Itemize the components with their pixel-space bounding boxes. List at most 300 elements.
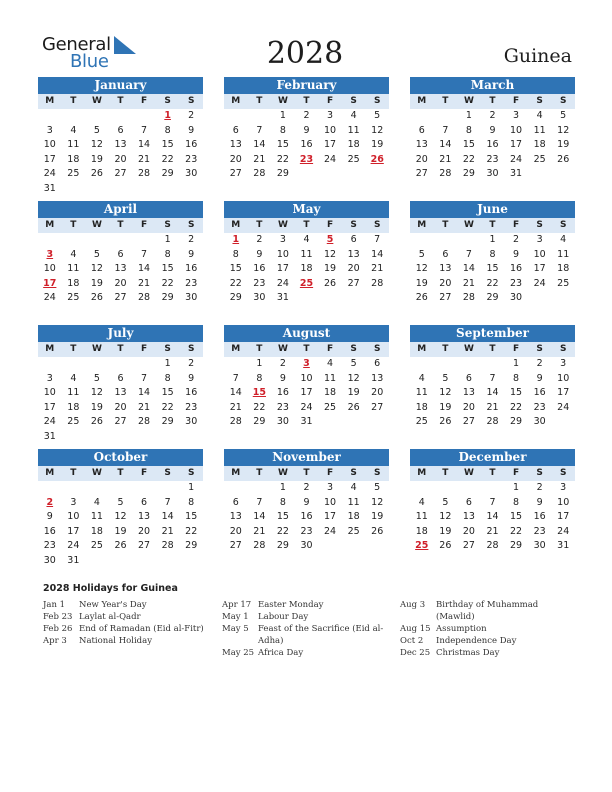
holiday-name: Easter Monday [258, 600, 324, 610]
day-cell: 12 [557, 124, 570, 136]
day-cell: 30 [43, 554, 56, 566]
day-cell: 4 [70, 248, 77, 260]
day-cell: 22 [462, 153, 475, 165]
weekday-label: S [559, 344, 567, 354]
day-cell: 9 [303, 496, 310, 508]
day-cell: 13 [229, 139, 242, 151]
empty-cell [62, 481, 86, 496]
empty-cell [62, 357, 86, 372]
day-cell: 26 [347, 401, 360, 413]
day-cell: 28 [253, 168, 266, 180]
day-grid [38, 233, 203, 306]
day-cell: 1 [188, 482, 195, 493]
weekday-label: M [231, 96, 241, 106]
weekday-label: W [91, 220, 102, 230]
day-cell: 11 [90, 511, 103, 523]
weekday-label: T [70, 96, 77, 106]
day-cell: 28 [439, 168, 452, 180]
day-cell: 8 [164, 124, 171, 136]
holiday-item [222, 611, 392, 623]
day-cell: 21 [371, 263, 384, 275]
day-cell: 2 [489, 110, 496, 121]
empty-cell [481, 481, 505, 496]
day-cell: 10 [324, 124, 337, 136]
day-cell: 9 [46, 511, 53, 523]
holiday-day-cell: 3 [46, 248, 54, 260]
day-cell: 19 [114, 525, 127, 537]
day-cell: 4 [350, 482, 357, 493]
day-cell: 27 [138, 540, 151, 552]
holiday-date: May 25 [222, 648, 255, 658]
holiday-day-cell: 2 [46, 496, 54, 508]
day-cell: 31 [67, 554, 80, 566]
empty-cell [85, 481, 109, 496]
month-title: December [410, 449, 575, 466]
weekday-label: W [277, 344, 288, 354]
weekday-label: S [187, 220, 195, 230]
day-cell: 26 [90, 168, 103, 180]
day-cell: 8 [465, 124, 472, 136]
day-cell: 19 [439, 401, 452, 413]
day-cell: 14 [371, 248, 384, 260]
day-grid [38, 357, 203, 445]
day-cell: 25 [90, 540, 103, 552]
weekday-label: S [164, 96, 171, 106]
empty-cell [224, 481, 248, 496]
weekday-label: T [70, 468, 77, 478]
weekday-label: M [45, 220, 55, 230]
weekday-label: F [140, 344, 148, 354]
day-cell: 1 [465, 110, 472, 121]
day-cell: 30 [185, 168, 198, 180]
day-cell: 20 [462, 401, 475, 413]
day-cell: 19 [324, 263, 337, 275]
empty-cell [410, 481, 434, 496]
day-cell: 19 [90, 401, 103, 413]
day-cell: 4 [70, 372, 77, 384]
day-cell: 5 [350, 358, 357, 369]
day-cell: 2 [303, 482, 310, 493]
day-cell: 20 [229, 525, 242, 537]
day-cell: 26 [415, 292, 428, 304]
day-cell: 3 [327, 110, 334, 121]
day-cell: 24 [557, 401, 570, 413]
day-cell: 9 [536, 372, 543, 384]
day-cell: 1 [513, 358, 520, 369]
weekday-label: T [442, 344, 449, 354]
month-title: July [38, 325, 203, 342]
empty-cell [85, 109, 109, 124]
holiday-day-cell: 1 [164, 110, 171, 121]
holidays-title: 2028 Holidays for Guinea [43, 583, 178, 594]
day-cell: 13 [415, 139, 428, 151]
day-cell: 7 [141, 248, 148, 260]
day-cell: 27 [229, 168, 242, 180]
day-cell: 15 [486, 263, 499, 275]
empty-cell [132, 481, 156, 496]
weekday-label: S [350, 96, 357, 106]
day-cell: 17 [43, 153, 56, 165]
empty-cell [38, 481, 62, 496]
holiday-day-cell: 5 [326, 234, 334, 245]
day-cell: 18 [90, 525, 103, 537]
weekday-label: S [373, 344, 381, 354]
weekday-label: F [326, 220, 334, 230]
day-cell: 27 [371, 401, 384, 413]
day-cell: 23 [276, 401, 289, 413]
day-cell: 1 [256, 358, 263, 369]
logo-text-general: General [42, 34, 111, 55]
weekday-label: W [463, 344, 474, 354]
day-cell: 20 [371, 387, 384, 399]
day-cell: 23 [185, 153, 198, 165]
month-title: March [410, 77, 575, 94]
day-cell: 13 [371, 372, 384, 384]
day-cell: 11 [67, 139, 80, 151]
holiday-item [400, 647, 575, 659]
empty-cell [410, 109, 434, 124]
day-cell: 9 [303, 124, 310, 136]
holiday-day-cell: 17 [43, 277, 57, 289]
weekday-label: T [117, 220, 124, 230]
empty-cell [434, 481, 458, 496]
weekday-label: S [187, 96, 195, 106]
day-grid [224, 481, 389, 554]
day-cell: 30 [300, 540, 313, 552]
day-cell: 24 [557, 525, 570, 537]
day-cell: 20 [138, 525, 151, 537]
day-cell: 17 [533, 263, 546, 275]
day-grid [410, 481, 575, 554]
calendar-year: 2028 [266, 36, 344, 71]
day-cell: 19 [557, 139, 570, 151]
weekday-label: F [326, 344, 334, 354]
weekday-label: F [140, 96, 148, 106]
holiday-day-cell: 3 [303, 358, 310, 369]
weekday-label: F [326, 96, 334, 106]
weekday-label: T [70, 344, 77, 354]
holiday-day-cell: 23 [299, 153, 314, 165]
day-cell: 23 [300, 525, 313, 537]
day-cell: 21 [486, 401, 499, 413]
empty-cell [434, 233, 458, 248]
day-cell: 16 [185, 139, 198, 151]
day-cell: 9 [256, 248, 263, 260]
day-cell: 8 [188, 496, 195, 508]
day-cell: 6 [117, 248, 124, 260]
weekday-label: M [417, 96, 427, 106]
day-cell: 10 [276, 248, 289, 260]
day-cell: 16 [43, 525, 56, 537]
day-cell: 25 [557, 277, 570, 289]
day-cell: 8 [279, 124, 286, 136]
day-cell: 14 [138, 139, 151, 151]
day-cell: 2 [513, 234, 520, 245]
day-cell: 27 [114, 416, 127, 428]
day-cell: 7 [256, 496, 263, 508]
weekday-label: T [256, 96, 263, 106]
day-cell: 10 [533, 248, 546, 260]
day-cell: 8 [513, 372, 520, 384]
day-cell: 17 [300, 387, 313, 399]
weekday-label: M [231, 468, 241, 478]
day-cell: 17 [557, 511, 570, 523]
day-cell: 6 [374, 358, 381, 369]
day-cell: 13 [439, 263, 452, 275]
day-cell: 25 [324, 401, 337, 413]
day-cell: 23 [43, 540, 56, 552]
day-cell: 24 [300, 401, 313, 413]
day-cell: 14 [462, 263, 475, 275]
day-cell: 29 [486, 292, 499, 304]
weekday-label: F [512, 344, 520, 354]
empty-cell [38, 109, 62, 124]
day-cell: 20 [114, 277, 127, 289]
day-cell: 25 [415, 416, 428, 428]
empty-cell [85, 357, 109, 372]
day-cell: 20 [415, 153, 428, 165]
holiday-date: Apr 3 [43, 636, 67, 646]
holiday-date: Aug 15 [400, 624, 431, 634]
weekday-label: W [277, 220, 288, 230]
day-cell: 6 [350, 234, 357, 245]
day-cell: 5 [117, 496, 124, 508]
day-cell: 9 [513, 248, 520, 260]
day-cell: 14 [486, 511, 499, 523]
day-cell: 26 [324, 277, 337, 289]
weekday-label: T [442, 468, 449, 478]
weekday-label: T [489, 468, 496, 478]
day-cell: 6 [117, 124, 124, 136]
day-cell: 17 [510, 139, 523, 151]
day-cell: 29 [161, 168, 174, 180]
holiday-column [43, 599, 213, 647]
day-cell: 6 [232, 124, 239, 136]
holiday-date: Aug 3 [400, 600, 426, 610]
day-cell: 5 [93, 372, 100, 384]
empty-cell [85, 233, 109, 248]
weekday-label: F [140, 468, 148, 478]
day-cell: 20 [229, 153, 242, 165]
day-cell: 11 [300, 248, 313, 260]
day-cell: 16 [486, 139, 499, 151]
day-cell: 3 [327, 482, 334, 493]
day-cell: 14 [161, 511, 174, 523]
month-june [410, 201, 575, 306]
day-cell: 26 [439, 416, 452, 428]
day-cell: 18 [415, 401, 428, 413]
day-cell: 8 [513, 496, 520, 508]
day-cell: 16 [300, 511, 313, 523]
day-cell: 15 [462, 139, 475, 151]
day-cell: 9 [188, 124, 195, 136]
day-cell: 16 [253, 263, 266, 275]
day-cell: 4 [303, 234, 310, 245]
day-cell: 27 [229, 540, 242, 552]
weekday-label: S [536, 220, 543, 230]
day-cell: 18 [347, 139, 360, 151]
day-cell: 11 [67, 263, 80, 275]
day-cell: 19 [371, 511, 384, 523]
day-cell: 23 [533, 525, 546, 537]
day-cell: 22 [276, 525, 289, 537]
day-cell: 6 [418, 124, 425, 136]
day-cell: 7 [141, 372, 148, 384]
holiday-date: Oct 2 [400, 636, 424, 646]
weekday-header [410, 218, 575, 233]
day-cell: 24 [43, 292, 56, 304]
weekday-label: W [91, 96, 102, 106]
day-cell: 29 [253, 416, 266, 428]
day-cell: 7 [489, 496, 496, 508]
holiday-date: Dec 25 [400, 648, 431, 658]
empty-cell [481, 357, 505, 372]
weekday-label: S [164, 468, 171, 478]
day-cell: 2 [188, 358, 195, 369]
day-cell: 21 [138, 401, 151, 413]
day-cell: 28 [486, 540, 499, 552]
holiday-column [400, 599, 575, 659]
day-cell: 29 [185, 540, 198, 552]
day-cell: 22 [229, 277, 242, 289]
month-february [224, 77, 389, 182]
day-cell: 22 [161, 401, 174, 413]
day-cell: 23 [486, 153, 499, 165]
day-cell: 26 [439, 540, 452, 552]
holiday-name: Labour Day [258, 612, 309, 622]
holiday-date: Feb 26 [43, 624, 73, 634]
day-cell: 11 [347, 124, 360, 136]
day-cell: 2 [188, 234, 195, 245]
day-cell: 4 [350, 110, 357, 121]
day-cell: 6 [465, 372, 472, 384]
day-cell: 18 [300, 263, 313, 275]
day-cell: 1 [513, 482, 520, 493]
month-title: February [224, 77, 389, 94]
day-cell: 12 [114, 511, 127, 523]
weekday-label: S [373, 96, 381, 106]
month-november [224, 449, 389, 554]
day-cell: 15 [161, 387, 174, 399]
day-cell: 18 [67, 277, 80, 289]
holiday-item [400, 599, 575, 623]
day-cell: 18 [324, 387, 337, 399]
holiday-day-cell: 1 [232, 234, 240, 245]
holiday-item [222, 599, 392, 611]
month-january [38, 77, 203, 197]
day-cell: 24 [67, 540, 80, 552]
day-cell: 20 [462, 525, 475, 537]
day-cell: 7 [442, 124, 449, 136]
weekday-header [410, 94, 575, 109]
day-cell: 16 [276, 387, 289, 399]
day-cell: 3 [560, 482, 567, 493]
empty-cell [109, 109, 133, 124]
day-grid [224, 109, 389, 182]
day-cell: 22 [161, 153, 174, 165]
day-cell: 10 [43, 263, 56, 275]
day-cell: 18 [415, 525, 428, 537]
holiday-column [222, 599, 392, 659]
day-cell: 23 [533, 401, 546, 413]
day-cell: 13 [229, 511, 242, 523]
weekday-label: T [256, 344, 263, 354]
month-march [410, 77, 575, 182]
day-grid [38, 481, 203, 569]
weekday-label: M [417, 468, 427, 478]
weekday-label: S [559, 468, 567, 478]
holiday-name: End of Ramadan (Eid al-Fitr) [79, 624, 204, 634]
day-cell: 27 [347, 277, 360, 289]
day-cell: 16 [300, 139, 313, 151]
day-cell: 28 [486, 416, 499, 428]
country-name: Guinea [503, 45, 572, 67]
holiday-date: May 5 [222, 624, 249, 634]
holiday-name: Laylat al-Qadr [79, 612, 141, 622]
day-cell: 1 [164, 358, 171, 369]
day-cell: 24 [324, 153, 337, 165]
day-cell: 4 [93, 496, 100, 508]
day-cell: 15 [510, 387, 523, 399]
day-cell: 7 [489, 372, 496, 384]
day-cell: 18 [67, 401, 80, 413]
weekday-label: S [559, 220, 567, 230]
weekday-label: T [256, 468, 263, 478]
day-cell: 7 [465, 248, 472, 260]
month-title: April [38, 201, 203, 218]
day-cell: 4 [418, 372, 425, 384]
empty-cell [156, 481, 180, 496]
day-cell: 29 [510, 416, 523, 428]
day-cell: 8 [164, 248, 171, 260]
weekday-label: S [350, 468, 357, 478]
weekday-label: F [512, 220, 520, 230]
holiday-name: Feast of the Sacrifice (Eid al-Adha) [258, 624, 384, 646]
day-cell: 11 [415, 387, 428, 399]
day-cell: 12 [439, 511, 452, 523]
day-cell: 24 [533, 277, 546, 289]
day-cell: 12 [439, 387, 452, 399]
day-cell: 30 [276, 416, 289, 428]
day-cell: 19 [439, 525, 452, 537]
weekday-header [224, 94, 389, 109]
holiday-date: May 1 [222, 612, 249, 622]
day-cell: 5 [374, 482, 381, 493]
day-cell: 8 [256, 372, 263, 384]
weekday-label: M [417, 220, 427, 230]
day-cell: 4 [327, 358, 334, 369]
weekday-label: S [373, 468, 381, 478]
day-cell: 28 [229, 416, 242, 428]
month-august [224, 325, 389, 430]
empty-cell [109, 233, 133, 248]
day-cell: 6 [232, 496, 239, 508]
day-cell: 22 [161, 277, 174, 289]
weekday-label: W [277, 96, 288, 106]
holiday-name: Birthday of Muhammad (Mawlid) [436, 600, 539, 622]
day-cell: 30 [185, 292, 198, 304]
month-september [410, 325, 575, 430]
empty-cell [434, 109, 458, 124]
empty-cell [248, 481, 272, 496]
holiday-item [400, 635, 575, 647]
weekday-label: T [303, 468, 310, 478]
day-cell: 16 [533, 511, 546, 523]
day-cell: 3 [513, 110, 520, 121]
day-cell: 16 [533, 387, 546, 399]
day-cell: 29 [161, 416, 174, 428]
day-cell: 29 [161, 292, 174, 304]
